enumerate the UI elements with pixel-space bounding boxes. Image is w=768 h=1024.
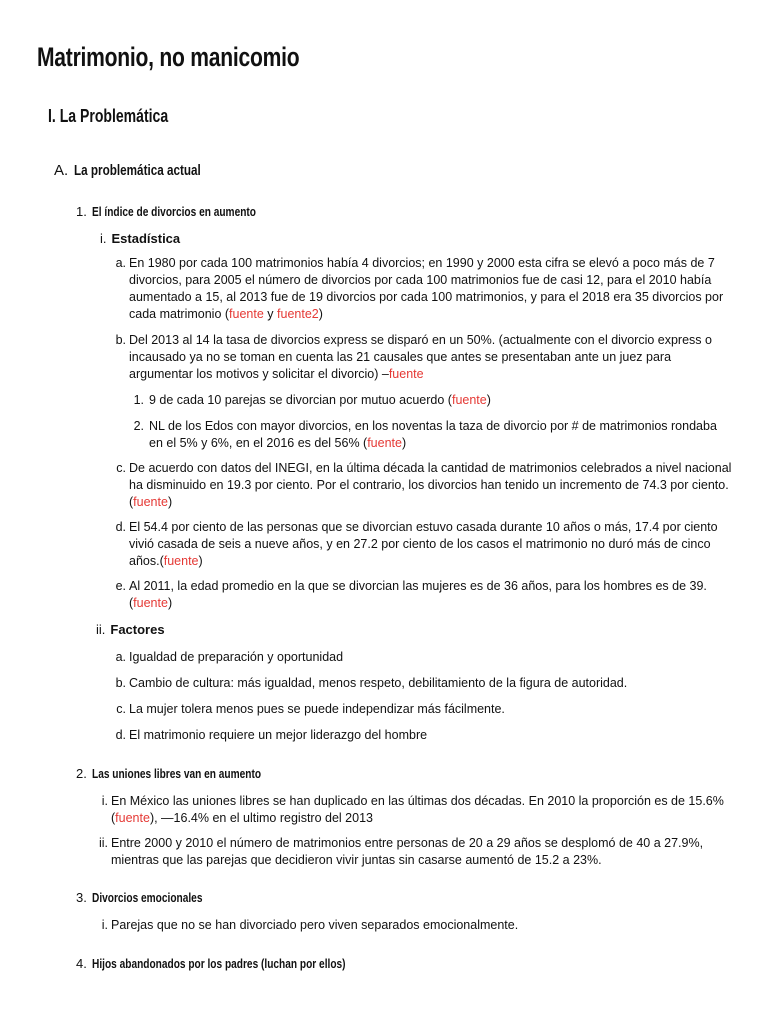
list-marker: 2.	[76, 766, 87, 781]
source-link[interactable]: fuente	[133, 596, 168, 610]
heading-abandoned-children	[76, 956, 417, 971]
list-marker: c.	[116, 702, 126, 716]
list-marker: 4.	[76, 956, 87, 971]
item-text: El 54.4 por ciento de las personas que se divorcian estuvo casada durante 10 años o más, 17.4 por ciento vivió casada de seis a nueve años, y en 27.2 por ciento de los casos el matrimonio no duró más de cinco años.(fuente)	[129, 520, 718, 568]
source-link[interactable]: fuente	[388, 367, 424, 381]
list-item	[112, 675, 732, 692]
source-link[interactable]: fuente	[163, 554, 199, 568]
item-text: Cambio de cultura: más igualdad, menos respeto, debilitamiento de la figura de autoridad.	[129, 676, 628, 690]
item-text: En México las uniones libres se han duplicado en las últimas dos décadas. En 2010 la proporción es de 15.6% (fuente), —16.4% en el ultimo registro del 2013	[111, 794, 724, 825]
list-marker: ii.	[98, 836, 108, 850]
list-marker: b.	[115, 676, 126, 690]
list-marker: a.	[115, 256, 126, 270]
list-marker: c.	[116, 461, 126, 475]
item-text: Entre 2000 y 2010 el número de matrimonios entre personas de 20 a 29 años se desplomó de 40 a 27.9%, mientras que las parejas que decidieron vivir juntas sin casarse aumentó de 15.2 a 23%.	[111, 836, 704, 867]
item-text: NL de los Edos con mayor divorcios, en los noventas la taza de divorcio por # de matrimonios rondaba en el 5% y 6%, en el 2016 es del 56% (fuente)	[149, 419, 717, 450]
source-link[interactable]: fuente	[229, 307, 264, 321]
list-marker: d.	[115, 728, 126, 742]
list-item	[112, 332, 732, 383]
heading-text: Estadística	[111, 231, 181, 246]
heading-factors	[96, 622, 165, 637]
list-item	[112, 649, 732, 666]
list-item	[94, 793, 734, 827]
list-marker: i.	[101, 794, 108, 808]
list-item	[112, 727, 732, 744]
list-item	[112, 460, 732, 511]
heading-text: Factores	[110, 622, 165, 637]
item-text: Al 2011, la edad promedio en la que se divorcian las mujeres es de 36 años, para los hombres es de 39. (fuente)	[129, 579, 707, 610]
item-text: Parejas que no se han divorciado pero viven separados emocionalmente.	[111, 918, 519, 932]
source-link[interactable]: fuente	[367, 436, 402, 450]
list-marker: d.	[115, 520, 126, 534]
list-marker: b.	[115, 333, 126, 347]
item-text: Del 2013 al 14 la tasa de divorcios express se disparó en un 50%. (actualmente con el divorcio express o incausado ya no se toman en cuenta las 21 causales que antes se presentaban ante un juez para argumentar los motivos y solicitar el divorcio) –fuente	[129, 333, 712, 381]
item-text: El matrimonio requiere un mejor liderazgo del hombre	[129, 728, 428, 742]
heading-free-unions	[76, 766, 309, 781]
heading-statistics	[100, 231, 180, 246]
list-item	[94, 917, 734, 934]
subsection-heading	[54, 162, 237, 179]
heading-text: Divorcios emocionales	[91, 890, 203, 905]
subsection-marker: A.	[54, 162, 69, 179]
list-item	[130, 392, 720, 409]
list-item	[94, 835, 734, 869]
heading-emotional-divorces	[76, 890, 233, 905]
list-item	[130, 418, 720, 452]
list-marker: i.	[100, 231, 107, 246]
list-marker: e.	[115, 579, 126, 593]
item-text: En 1980 por cada 100 matrimonios había 4 divorcios; en 1990 y 2000 esta cifra se elevó a poco más de 7 divorcios, para 2005 el número de divorcios por cada 100 matrimonios fue de casi 12, para el 2010 había aumentado a 15, al 2013 fue de 19 divorcios por cada 100 matrimonios, y para el 2018 era 35 divorcios por cada matrimonio (fuente y fuente2)	[129, 256, 724, 321]
item-text: La mujer tolera menos pues se puede independizar más fácilmente.	[129, 702, 505, 716]
list-marker: ii.	[96, 622, 106, 637]
list-marker: a.	[115, 650, 126, 664]
item-text: De acuerdo con datos del INEGI, en la última década la cantidad de matrimonios celebrados a nivel nacional ha disminuido en 19.3 por ciento. Por el contrario, los divorcios han tenido un incremento de 74.3 por ciento.(fuente)	[129, 461, 732, 509]
heading-text: Hijos abandonados por los padres (luchan por ellos)	[91, 956, 346, 971]
section-heading: I. La Problemática	[48, 106, 169, 126]
heading-text: El índice de divorcios en aumento	[91, 204, 256, 219]
list-marker: 2.	[133, 419, 144, 433]
item-text: 9 de cada 10 parejas se divorcian por mutuo acuerdo (fuente)	[149, 393, 491, 407]
list-item	[112, 255, 732, 323]
heading-text: Las uniones libres van en aumento	[91, 766, 261, 781]
heading-divorce-index	[76, 204, 302, 219]
list-marker: 3.	[76, 890, 87, 905]
list-item	[112, 701, 732, 718]
source-link[interactable]: fuente	[133, 495, 168, 509]
source-link[interactable]: fuente	[451, 393, 487, 407]
subsection-title: La problemática actual	[74, 162, 201, 179]
source-link[interactable]: fuente	[115, 811, 150, 825]
list-item	[112, 578, 732, 612]
list-marker: i.	[101, 918, 108, 932]
document-title: Matrimonio, no manicomio	[37, 42, 300, 72]
list-item	[112, 519, 732, 570]
source-link-2[interactable]: fuente2	[277, 307, 319, 321]
list-marker: 1.	[133, 393, 144, 407]
list-marker: 1.	[76, 204, 87, 219]
item-text: Igualdad de preparación y oportunidad	[129, 650, 344, 664]
